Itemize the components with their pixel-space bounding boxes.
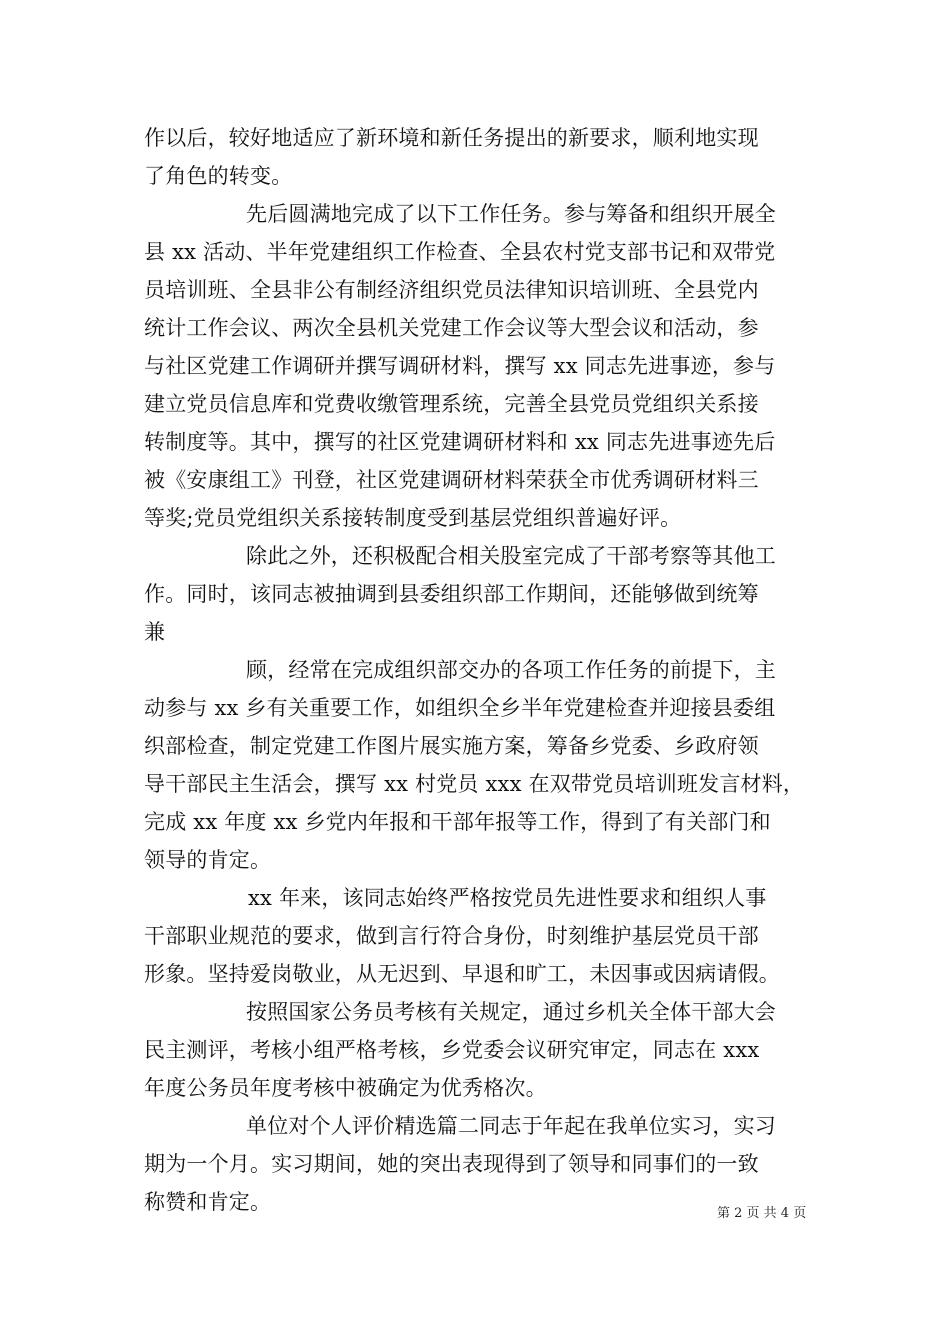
paragraph-first-line: 单位对个人评价精选篇二同志于年起在我单位实习，实习: [246, 1114, 776, 1138]
text-line: 完成 xx 年度 xx 乡党内年报和干部年报等工作，得到了有关部门和: [144, 810, 771, 834]
text-line: 员培训班、全县非公有制经济组织党员法律知识培训班、全县党内: [144, 278, 759, 302]
paragraph-first-line: xx 年来，该同志始终严格按党员先进性要求和组织人事: [248, 886, 767, 910]
text-line: 民主测评，考核小组严格考核，乡党委会议研究审定，同志在 xxx: [144, 1038, 760, 1062]
text-line: 县 xx 活动、半年党建组织工作检查、全县农村党支部书记和双带党: [144, 240, 776, 264]
text-line: 形象。坚持爱岗敬业，从无迟到、早退和旷工，未因事或因病请假。: [144, 962, 780, 986]
text-line: 等奖;党员党组织关系接转制度受到基层党组织普遍好评。: [144, 506, 682, 530]
text-line: 织部检查，制定党建工作图片展实施方案，筹备乡党委、乡政府领: [144, 734, 759, 758]
text-line: 统计工作会议、两次全县机关党建工作会议等大型会议和活动，参: [144, 316, 759, 340]
text-line: 年度公务员年度考核中被确定为优秀格次。: [144, 1076, 547, 1100]
paragraph-first-line: 先后圆满地完成了以下工作任务。参与筹备和组织开展全: [246, 202, 776, 226]
paragraph-first-line: 按照国家公务员考核有关规定，通过乡机关全体干部大会: [246, 1000, 776, 1024]
text-line: 被《安康组工》刊登，社区党建调研材料荣获全市优秀调研材料三: [144, 468, 759, 492]
text-line: 期为一个月。实习期间，她的突出表现得到了领导和同事们的一致: [144, 1152, 759, 1176]
text-line: 建立党员信息库和党费收缴管理系统，完善全县党员党组织关系接: [144, 392, 759, 416]
paragraph-first-line: 除此之外，还积极配合相关股室完成了干部考察等其他工: [246, 544, 776, 568]
paragraph-first-line: 顾，经常在完成组织部交办的各项工作任务的前提下，主: [246, 658, 776, 682]
text-line: 作以后，较好地适应了新环境和新任务提出的新要求，顺利地实现: [144, 126, 759, 150]
text-line: 干部职业规范的要求，做到言行符合身份，时刻维护基层党员干部: [144, 924, 759, 948]
text-line: 转制度等。其中，撰写的社区党建调研材料和 xx 同志先进事迹先后: [144, 430, 776, 454]
text-line: 兼: [144, 620, 166, 644]
text-line: 了角色的转变。: [144, 164, 293, 188]
page-number: 第 2 页 共 4 页: [717, 1206, 807, 1221]
text-line: 称赞和肯定。: [144, 1190, 272, 1214]
text-line: 领导的肯定。: [144, 848, 272, 872]
text-line: 与社区党建工作调研并撰写调研材料，撰写 xx 同志先进事迹，参与: [144, 354, 776, 378]
text-line: 动参与 xx 乡有关重要工作，如组织全乡半年党建检查并迎接县委组: [144, 696, 776, 720]
text-line: 作。同时，该同志被抽调到县委组织部工作期间，还能够做到统筹: [144, 582, 759, 606]
text-line: 导干部民主生活会，撰写 xx 村党员 xxx 在双带党员培训班发言材料，: [144, 772, 805, 796]
